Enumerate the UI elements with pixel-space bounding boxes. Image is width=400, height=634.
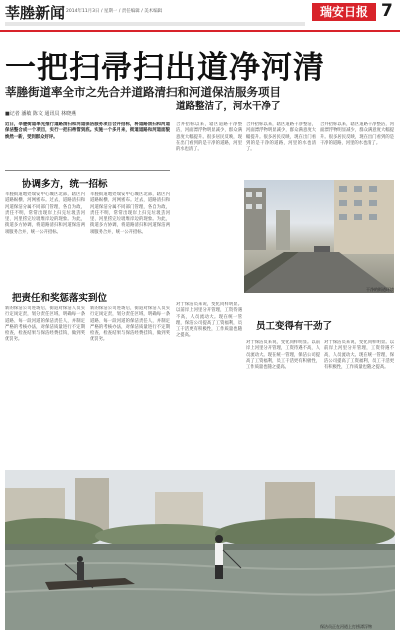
photo-caption-2: 保洁员正在河道上打捞漂浮物 <box>320 624 372 629</box>
section-1-text-a: 莘塍街道地处瑞安中心城区北部，辖区内道路纵横、河网密布。过去，道路清扫和河道保洁分属不同部门管理，各自为政，责任不明，常常出现岸上扫完垃圾丢河里、河里捞完垃圾堆岸边的现象。为此，街道多方协调，将道路清扫和河道保洁两项服务合并，统一公开招标。 <box>5 192 85 235</box>
street-photo <box>244 180 394 293</box>
section-1-text-b: 莘塍街道地处瑞安中心城区北部，辖区内道路纵横、河网密布。过去，道路清扫和河道保洁分属不同部门管理，各自为政，责任不明，常常出现岸上扫完垃圾丢河里、河里捞完垃圾堆岸边的现象。为此，街道多方协调，将道路清扫和河道保洁两项服务合并，统一公开招标。 <box>90 192 170 235</box>
section-title-2: 把责任和奖惩落实到位 <box>12 293 108 304</box>
newspaper-logo: 瑞安日报 <box>312 3 376 21</box>
section-title-3: 道路整洁了，河水干净了 <box>176 101 281 112</box>
lead-paragraph: 近日，莘塍街道率先推行道路清扫和河道保洁服务项目合并招标，将道路清扫和河道保洁整合成一个项目，实行一把扫帚管到底。实施一个多月来，街道道路和河道面貌焕然一新，受到群众好评。 <box>5 122 170 140</box>
photo-caption-1: 干净的街道环境 <box>366 287 394 292</box>
section-title: 莘塍新闻 <box>5 4 66 22</box>
section-2-text-b: 新的保洁公司进场后，街道对保洁人员实行定岗定责，划分责任区域，明确每一条道路、每一段河道的保洁责任人，并制定严格的考核办法，对保洁质量进行不定期检查，检查结果与保洁经费挂钩，做到奖优罚劣。 <box>90 306 170 343</box>
section-3-text-a: 合并招标以来，辖区道路干净整洁，河面漂浮物明显减少，群众满意度大幅提升。很多居民反映，现在出门看到的是干净的道路，河里的水也清了。 <box>176 122 242 153</box>
page-header <box>0 0 400 32</box>
section-4-text-a: 对于保洁员来说，变化同样明显。以前岸上河里分开管理，工资待遇不高，人员流动大。现在统一管理，保洁公司提高了工资福利，员工干活更有积极性，工作质量也随之提高。 <box>176 302 242 339</box>
byline: ■记者 潘敏 陈文 通讯员 林晓燕 <box>5 111 77 117</box>
page-number: 7 <box>381 1 393 21</box>
divider <box>5 170 170 171</box>
section-2-text-a: 新的保洁公司进场后，街道对保洁人员实行定岗定责，划分责任区域，明确每一条道路、每一段河道的保洁责任人，并制定严格的考核办法，对保洁质量进行不定期检查，检查结果与保洁经费挂钩，做到奖优罚劣。 <box>5 306 85 343</box>
subheadline: 莘塍街道率全市之先合并道路清扫和河道保洁服务项目 <box>5 85 281 99</box>
section-title-1: 协调多方，统一招标 <box>22 179 108 190</box>
section-title-4: 员工变得有干劲了 <box>256 321 333 332</box>
headline: 一把扫帚扫出道净河清 <box>5 50 325 86</box>
topic-bar <box>5 22 305 26</box>
section-3-text-c: 合并招标以来，辖区道路干净整洁，河面漂浮物明显减少，群众满意度大幅提升。很多居民反映，现在出门看到的是干净的道路，河里的水也清了。 <box>320 122 394 146</box>
river-photo <box>5 470 395 630</box>
date-line: 2014年11月3日 / 星期一 / 责任编辑 / 美术编辑 <box>66 9 163 14</box>
section-4-text-c: 对于保洁员来说，变化同样明显。以前岸上河里分开管理，工资待遇不高，人员流动大。现在统一管理，保洁公司提高了工资福利，员工干活更有积极性，工作质量也随之提高。 <box>324 340 394 371</box>
section-4-text-b: 对于保洁员来说，变化同样明显。以前岸上河里分开管理，工资待遇不高，人员流动大。现在统一管理，保洁公司提高了工资福利，员工干活更有积极性，工作质量也随之提高。 <box>246 340 320 371</box>
section-3-text-b: 合并招标以来，辖区道路干净整洁，河面漂浮物明显减少，群众满意度大幅提升。很多居民反映，现在出门看到的是干净的道路，河里的水也清了。 <box>246 122 316 153</box>
